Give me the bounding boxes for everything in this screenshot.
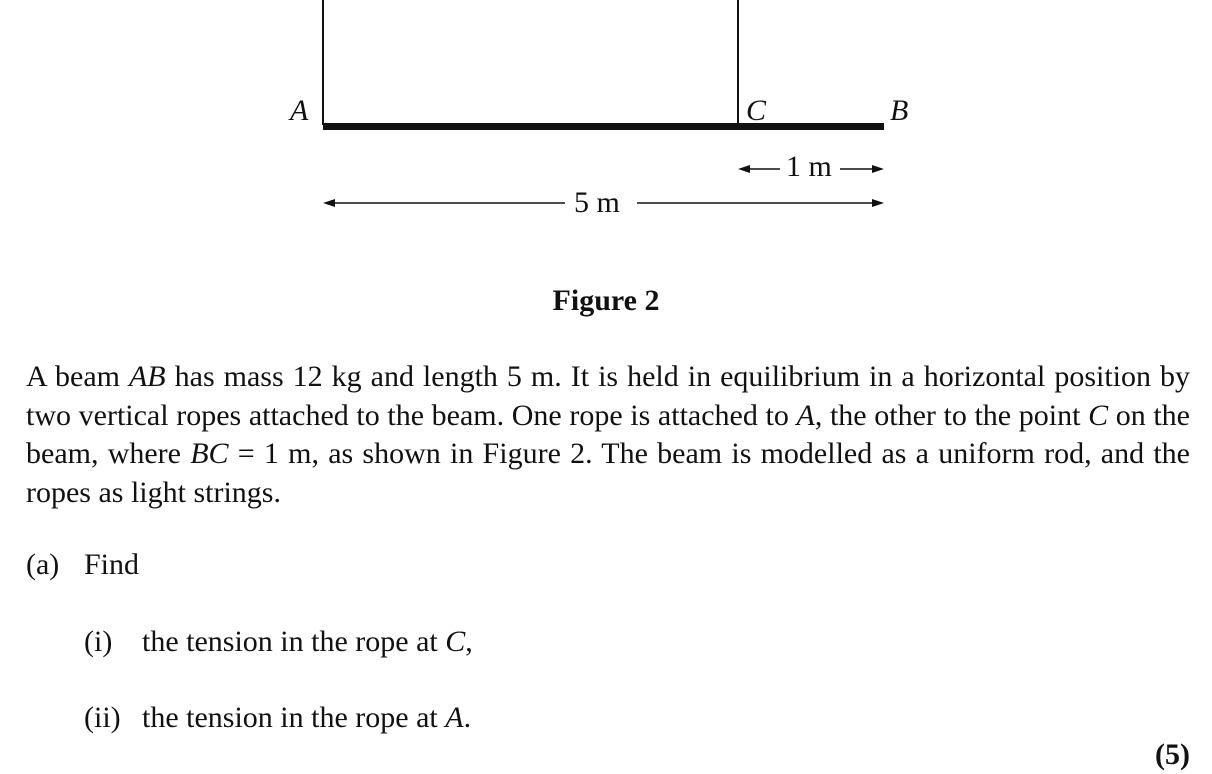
sub-i-var: C bbox=[445, 625, 466, 658]
part-a bbox=[26, 548, 140, 582]
sub-i-text: the tension in the rope at bbox=[142, 625, 446, 658]
dim-bc-right-arrowhead bbox=[872, 165, 884, 173]
part-a-label: (a) bbox=[26, 548, 60, 581]
marks-allocation: (5) bbox=[1155, 738, 1190, 771]
problem-statement bbox=[26, 358, 1190, 512]
dim-ab-left-arrowhead bbox=[323, 199, 335, 207]
sub-i-label: (i) bbox=[84, 625, 113, 658]
sub-ii-var: A bbox=[445, 701, 464, 734]
figure-2 bbox=[0, 0, 1212, 240]
point-c-ref: C bbox=[1088, 398, 1109, 432]
sub-ii-end: . bbox=[463, 701, 472, 734]
dimension-bc-label: 1 m bbox=[786, 150, 832, 183]
sub-question-ii bbox=[84, 701, 472, 735]
problem-text: has mass 12 kg and length 5 m. It is held in equilibrium in a horizontal position by two vertical ropes attached to the beam. One rope is attached to bbox=[26, 360, 1190, 432]
problem-text: A beam bbox=[26, 360, 129, 393]
point-a-ref: A bbox=[796, 398, 815, 432]
dimension-ab-label: 5 m bbox=[574, 186, 620, 219]
part-a-text: Find bbox=[84, 548, 140, 581]
sub-ii-label: (ii) bbox=[84, 701, 121, 734]
sub-ii-text: the tension in the rope at bbox=[142, 701, 446, 734]
problem-text: , the other to the point bbox=[814, 398, 1089, 432]
sub-question-i bbox=[84, 625, 473, 659]
point-c-label: C bbox=[746, 94, 767, 127]
dim-ab-right-arrowhead bbox=[872, 199, 884, 207]
figure-caption: Figure 2 bbox=[552, 284, 660, 317]
point-b-label: B bbox=[890, 94, 909, 127]
problem-text: on the beam, where bbox=[26, 398, 1190, 470]
beam-ab bbox=[323, 123, 884, 130]
beam-name: AB bbox=[128, 360, 166, 393]
sub-i-end: , bbox=[465, 625, 473, 658]
dim-bc-left-arrowhead bbox=[738, 165, 750, 173]
problem-text: = 1 m, as shown in Figure 2. The beam is modelled as a uniform rod, and the ropes as light strings. bbox=[26, 437, 1190, 509]
point-a-label: A bbox=[290, 94, 309, 127]
segment-bc-ref: BC bbox=[190, 437, 229, 470]
